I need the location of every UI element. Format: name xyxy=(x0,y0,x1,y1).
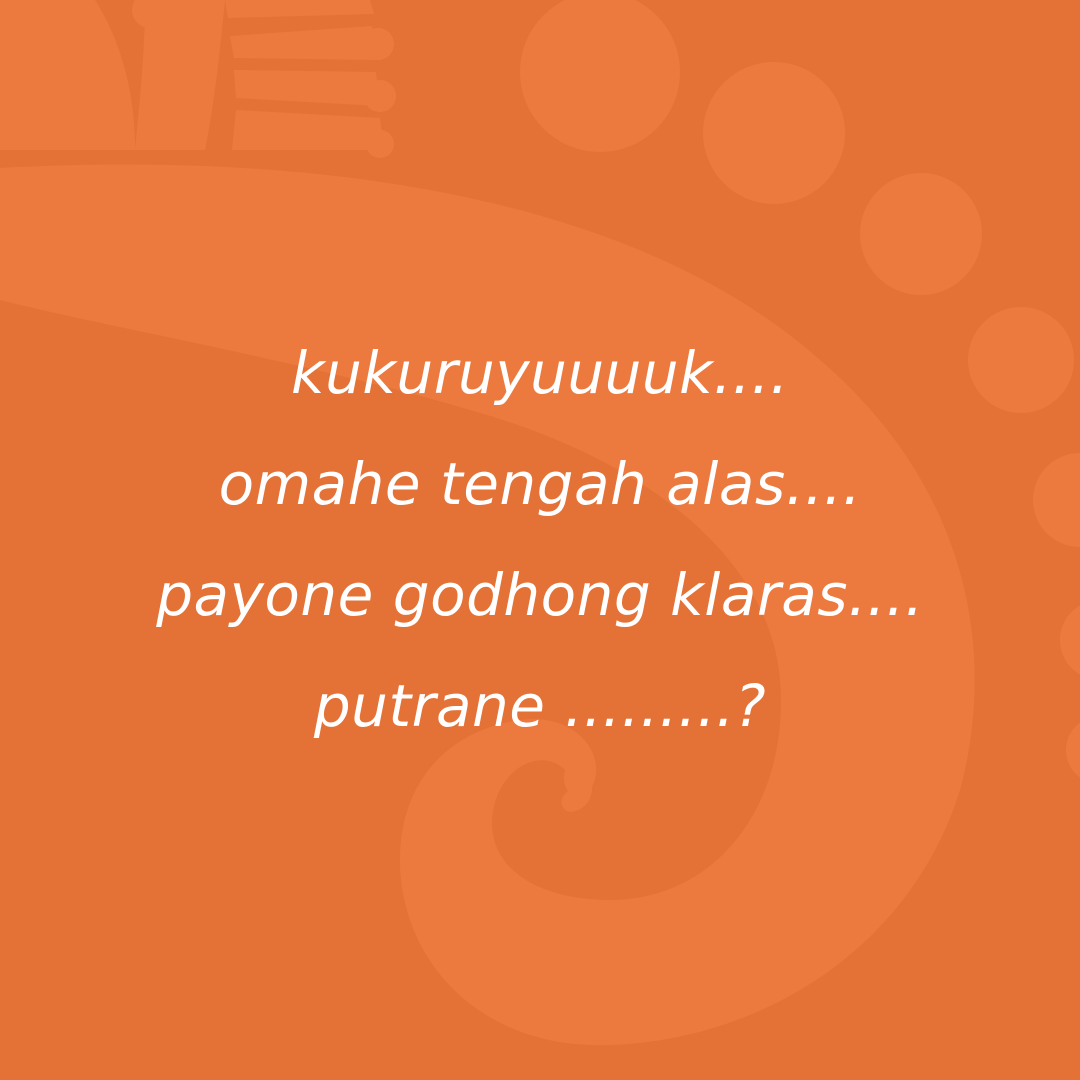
poem-line-3: payone godhong klaras.... xyxy=(156,561,924,629)
crown-stripe-1 xyxy=(225,0,374,18)
crown-stripe-4 xyxy=(232,110,384,150)
crown-left-shape xyxy=(0,0,135,150)
crown-bump-3 xyxy=(366,130,394,158)
poem-text xyxy=(0,318,1080,762)
crown-stripe-3 xyxy=(234,70,380,106)
arc-dot-1 xyxy=(520,0,680,152)
poem-line-1: kukuruyuuuuk.... xyxy=(291,339,789,407)
poem-line-2: omahe tengah alas.... xyxy=(218,450,862,518)
crown-dot-3 xyxy=(149,99,187,137)
arc-dot-2 xyxy=(703,62,845,204)
poem-line-4: putrane .........? xyxy=(313,672,767,740)
crown-bump-1 xyxy=(362,28,394,60)
crown-stripe-2 xyxy=(230,26,376,60)
crown-bump-2 xyxy=(364,80,396,112)
arc-dot-3 xyxy=(860,173,982,295)
crown-dot-2 xyxy=(149,45,187,83)
